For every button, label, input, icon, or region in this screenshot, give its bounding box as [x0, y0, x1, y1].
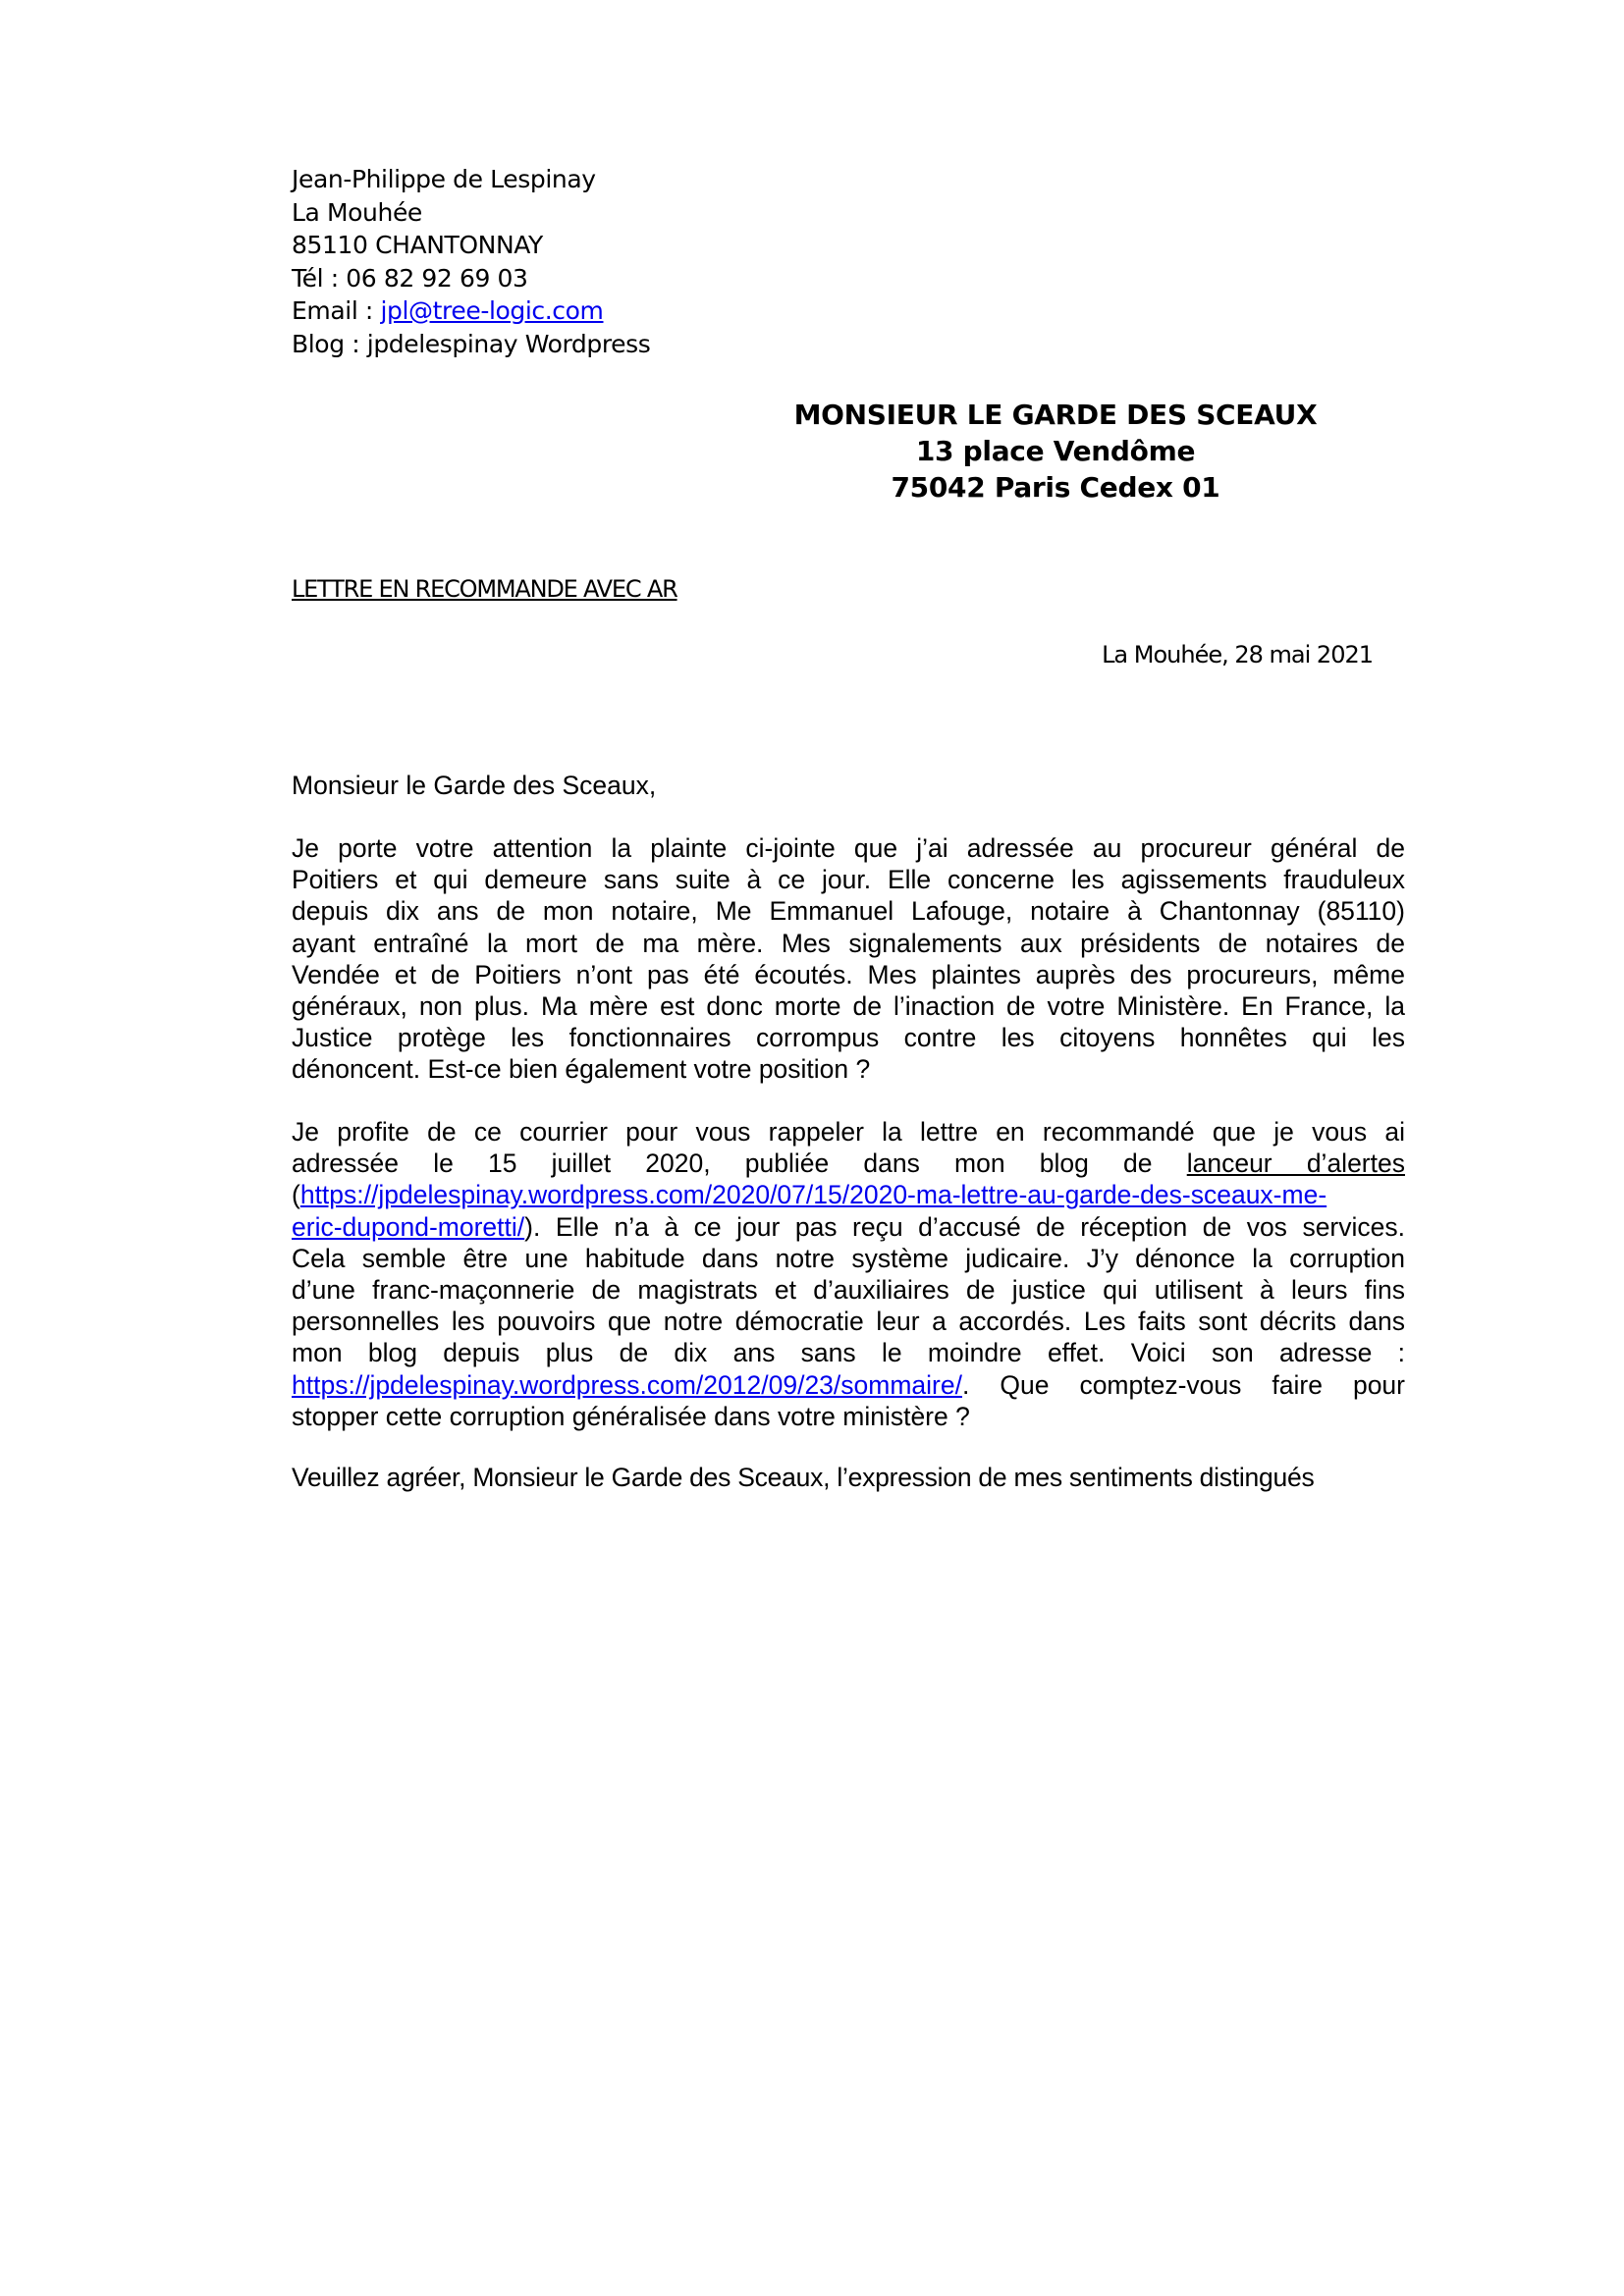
- whistleblower-blog-label: lanceur d’alertes: [1186, 1148, 1405, 1179]
- paragraph-2-line: mon blog depuis plus de dix ans sans le moindre effet. Voici son adresse :: [292, 1338, 1405, 1368]
- sender-block: [292, 163, 650, 360]
- recipient-title: MONSIEUR LE GARDE DES SCEAUX: [793, 399, 1318, 431]
- sender-place: La Mouhée: [292, 197, 422, 227]
- sender-name: Jean-Philippe de Lespinay: [292, 165, 596, 193]
- paragraph-2-line: d’une franc-maçonnerie de magistrats et d’auxiliaires de justice qui utilisent à leurs fins: [292, 1274, 1405, 1305]
- paragraph-1-line: depuis dix ans de mon notaire, Me Emmanuel Lafouge, notaire à Chantonnay (85110): [292, 896, 1405, 927]
- paragraph-2-text: adressée le 15 juillet 2020, publiée dans mon blog de: [292, 1148, 1187, 1179]
- letter-blog-link[interactable]: https://jpdelespinay.wordpress.com/2020/07/15/2020-ma-lettre-au-garde-des-sceaux-me-: [299, 1180, 1327, 1210]
- closing-formula: Veuillez agréer, Monsieur le Garde des Sceaux, l’expression de mes sentiments distingués: [292, 1463, 1315, 1492]
- recipient-block: [766, 397, 1345, 506]
- paragraph-1: [292, 832, 1405, 1086]
- paragraph-2: [292, 1116, 1405, 1432]
- paragraph-2-line: [292, 1211, 1405, 1243]
- open-paren: (: [292, 1180, 300, 1210]
- recipient-city: 75042 Paris Cedex 01: [891, 471, 1220, 504]
- sender-email-link[interactable]: jpl@tree-logic.com: [380, 296, 604, 325]
- paragraph-1-line: ayant entraîné la mort de ma mère. Mes signalements aux présidents de notaires de: [292, 928, 1405, 958]
- delivery-mode: LETTRE EN RECOMMANDE AVEC AR: [292, 575, 677, 603]
- paragraph-2-text: ). Elle n’a à ce jour pas reçu d’accusé de réception de vos services.: [524, 1211, 1405, 1242]
- letter-date: La Mouhée, 28 mai 2021: [1102, 641, 1373, 668]
- paragraph-2-line: [292, 1369, 1405, 1401]
- paragraph-1-line: Vendée et de Poitiers n’ont pas été écoutés. Mes plaintes auprès des procureurs, même: [292, 959, 1405, 989]
- paragraph-1-line: Je porte votre attention la plainte ci-jointe que j’ai adressée au procureur général de: [292, 833, 1405, 863]
- paragraph-2-line: [292, 1179, 1405, 1210]
- paragraph-1-line: généraux, non plus. Ma mère est donc morte de l’inaction de votre Ministère. En France, la: [292, 990, 1405, 1021]
- paragraph-2-line: personnelles les pouvoirs que notre démocratie leur a accordés. Les faits sont décrits dans: [292, 1307, 1405, 1337]
- recipient-street: 13 place Vendôme: [915, 435, 1196, 467]
- paragraph-2-line: [292, 1148, 1405, 1179]
- paragraph-2-line: Je profite de ce courrier pour vous rappeler la lettre en recommandé que je vous ai: [292, 1117, 1405, 1147]
- paragraph-2-text: . Que comptez-vous faire pour: [961, 1369, 1405, 1400]
- paragraph-2-line: Cela semble être une habitude dans notre système judicaire. J’y dénonce la corruption: [292, 1243, 1405, 1273]
- salutation: Monsieur le Garde des Sceaux,: [292, 771, 657, 800]
- sender-email-line: [292, 294, 650, 328]
- paragraph-1-line: Justice protège les fonctionnaires corrompus contre les citoyens honnêtes qui les: [292, 1023, 1405, 1053]
- paragraph-2-line: stopper cette corruption généralisée dans votre ministère ?: [292, 1401, 970, 1431]
- letter-blog-link-continued[interactable]: eric-dupond-moretti/: [292, 1211, 525, 1242]
- sender-blog: Blog : jpdelespinay Wordpress: [292, 329, 651, 358]
- paragraph-1-line: dénoncent. Est-ce bien également votre position ?: [292, 1054, 871, 1085]
- sender-phone: Tél : 06 82 92 69 03: [292, 263, 528, 293]
- paragraph-1-line: Poitiers et qui demeure sans suite à ce jour. Elle concerne les agissements frauduleux: [292, 865, 1405, 895]
- blog-summary-link[interactable]: https://jpdelespinay.wordpress.com/2012/09/23/sommaire/: [292, 1369, 962, 1400]
- sender-email-label: Email :: [292, 296, 381, 325]
- sender-city: 85110 CHANTONNAY: [292, 231, 543, 259]
